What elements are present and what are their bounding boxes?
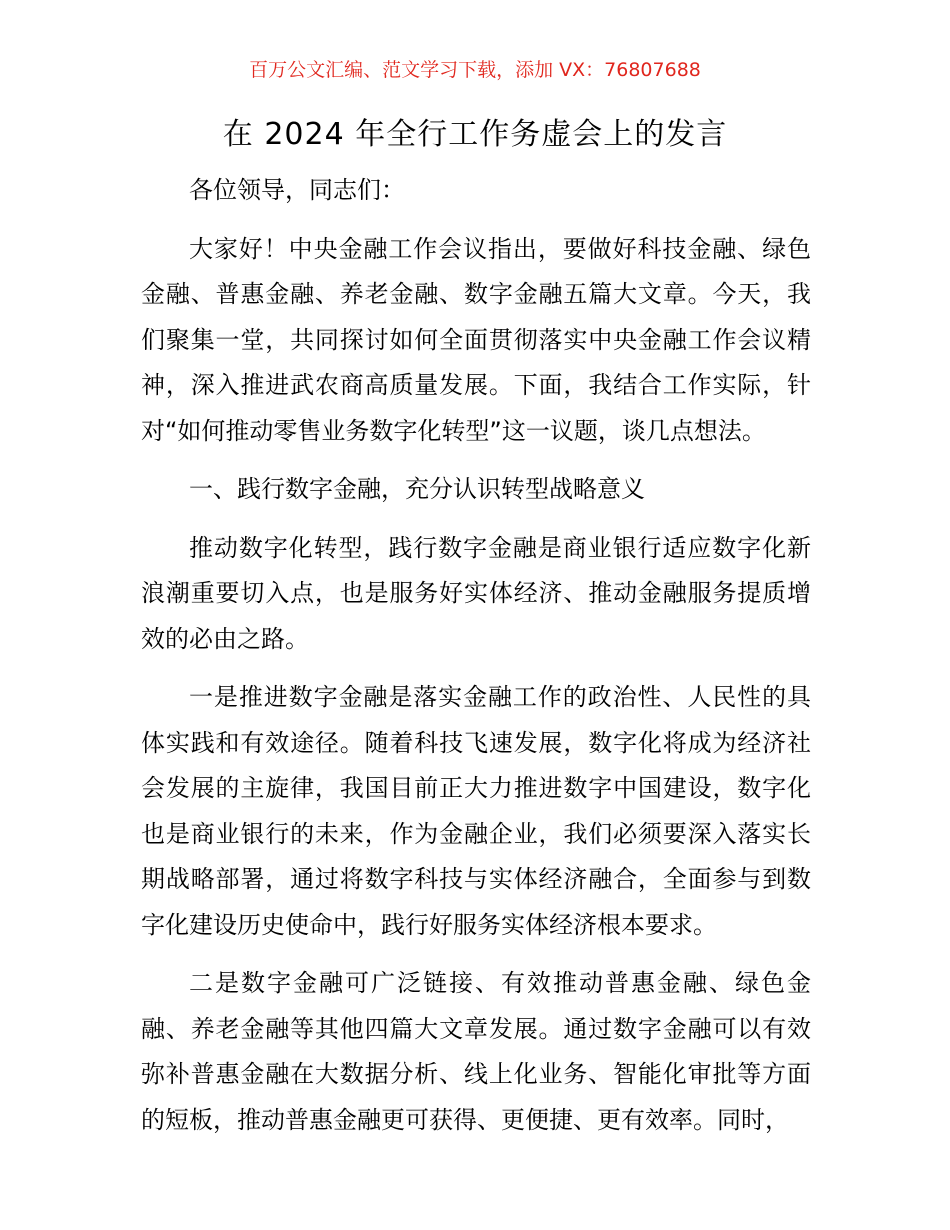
header-note: 百万公文汇编、范文学习下载，添加 VX：76807688: [249, 59, 701, 81]
paragraph-section-intro: 推动数字化转型，践行数字金融是商业银行适应数字化新浪潮重要切入点，也是服务好实体经济、推动金融服务提质增效的必由之路。: [141, 533, 811, 653]
section-heading-1: 一、践行数字金融，充分认识转型战略意义: [189, 475, 645, 503]
document-body: [141, 168, 811, 1156]
paragraph-point-2: 二是数字金融可广泛链接、有效推动普惠金融、绿色金融、养老金融等其他四篇大文章发展。通过数字金融可以有效弥补普惠金融在大数据分析、线上化业务、智能化审批等方面的短板，推动普惠金融更可获得、更便捷、更有效率。同时，: [141, 969, 811, 1134]
salutation: 各位领导，同志们：: [189, 176, 405, 204]
paragraph-opening: 大家好！中央金融工作会议指出，要做好科技金融、绿色金融、普惠金融、养老金融、数字金融五篇大文章。今天，我们聚集一堂，共同探讨如何全面贯彻落实中央金融工作会议精神，深入推进武农商高质量发展。下面，我结合工作实际，针对“如何推动零售业务数字化转型”这一议题，谈几点想法。: [141, 234, 811, 445]
paragraph-point-1: 一是推进数字金融是落实金融工作的政治性、人民性的具体实践和有效途径。随着科技飞速发展，数字化将成为经济社会发展的主旋律，我国目前正大力推进数字中国建设，数字化也是商业银行的未来，作为金融企业，我们必须要深入落实长期战略部署，通过将数字科技与实体经济融合，全面参与到数字化建设历史使命中，践行好服务实体经济根本要求。: [141, 683, 811, 939]
document-title: 在 2024 年全行工作务虚会上的发言: [222, 117, 728, 152]
